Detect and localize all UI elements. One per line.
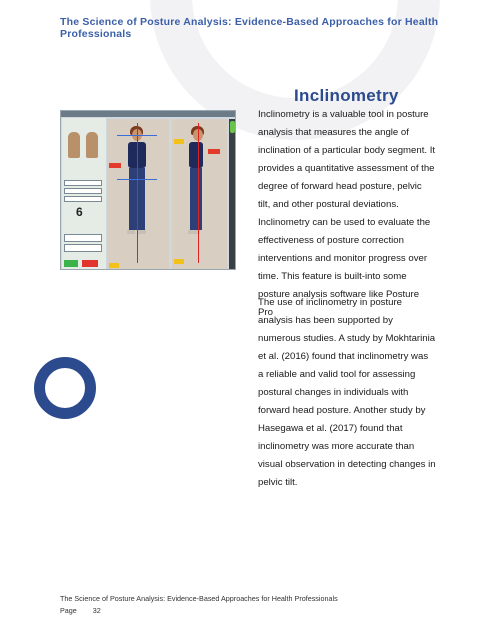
software-scrollbar [229, 119, 236, 269]
posture-software-screenshot [60, 110, 236, 270]
side-figure-icon [86, 132, 98, 158]
side-view-photo [172, 119, 227, 269]
ring-decoration [34, 357, 96, 419]
legs [190, 168, 202, 230]
front-figure-icon [68, 132, 80, 158]
panel-field [64, 234, 102, 242]
panel-field [64, 180, 102, 186]
level-line [117, 179, 157, 180]
measure-tag [109, 263, 119, 268]
green-button [64, 260, 78, 267]
panel-field [64, 244, 102, 252]
footer-title: The Science of Posture Analysis: Evidence-Based Approaches for Health Professionals [60, 594, 338, 603]
panel-field [64, 196, 102, 202]
level-line [117, 135, 157, 136]
red-button [82, 260, 98, 267]
front-view-photo [107, 119, 169, 269]
plumb-line [137, 123, 138, 263]
measure-tag [174, 259, 184, 264]
measure-tag [208, 149, 220, 154]
panel-field [64, 188, 102, 194]
software-titlebar [61, 111, 236, 117]
footer-page [60, 605, 338, 617]
page-label: Page [60, 606, 77, 615]
software-side-panel [62, 118, 106, 270]
page-footer [60, 593, 338, 617]
paragraph-studies: The use of inclinometry in posture analysis has been supported by numerous studies. A study by Mokhtarinia et al. (2016) found that inclinometry was a reliable and valid tool for assessing postural changes in individuals with forward head posture. Another study by Hasegawa et al. (2017) found that inclinometry was more accurate than visual observation in detecting changes in pelvic tilt. [258, 297, 436, 488]
measure-tag [174, 139, 184, 144]
torso [189, 142, 203, 168]
measure-tag [109, 163, 121, 168]
posture-number-display: 6 [76, 205, 83, 219]
plumb-line [198, 123, 199, 263]
page-header: The Science of Posture Analysis: Evidence-Based Approaches for Health Professionals [60, 16, 439, 40]
shoe [127, 230, 135, 234]
page-number: 32 [92, 606, 101, 615]
scroll-thumb [230, 121, 235, 133]
shoe [138, 230, 146, 234]
section-heading: Inclinometry [294, 86, 399, 105]
paragraph-intro: Inclinometry is a valuable tool in posture analysis that measures the angle of inclination of a particular body segment. It provides a quantitative assessment of the degree of forward head posture, pelvic tilt, and other postural deviations. Inclinometry can be used to evaluate the effectiveness of posture correction interventions and monitor progress over time. This feature is built-into some posture analysis software like Posture Pro [258, 109, 436, 318]
